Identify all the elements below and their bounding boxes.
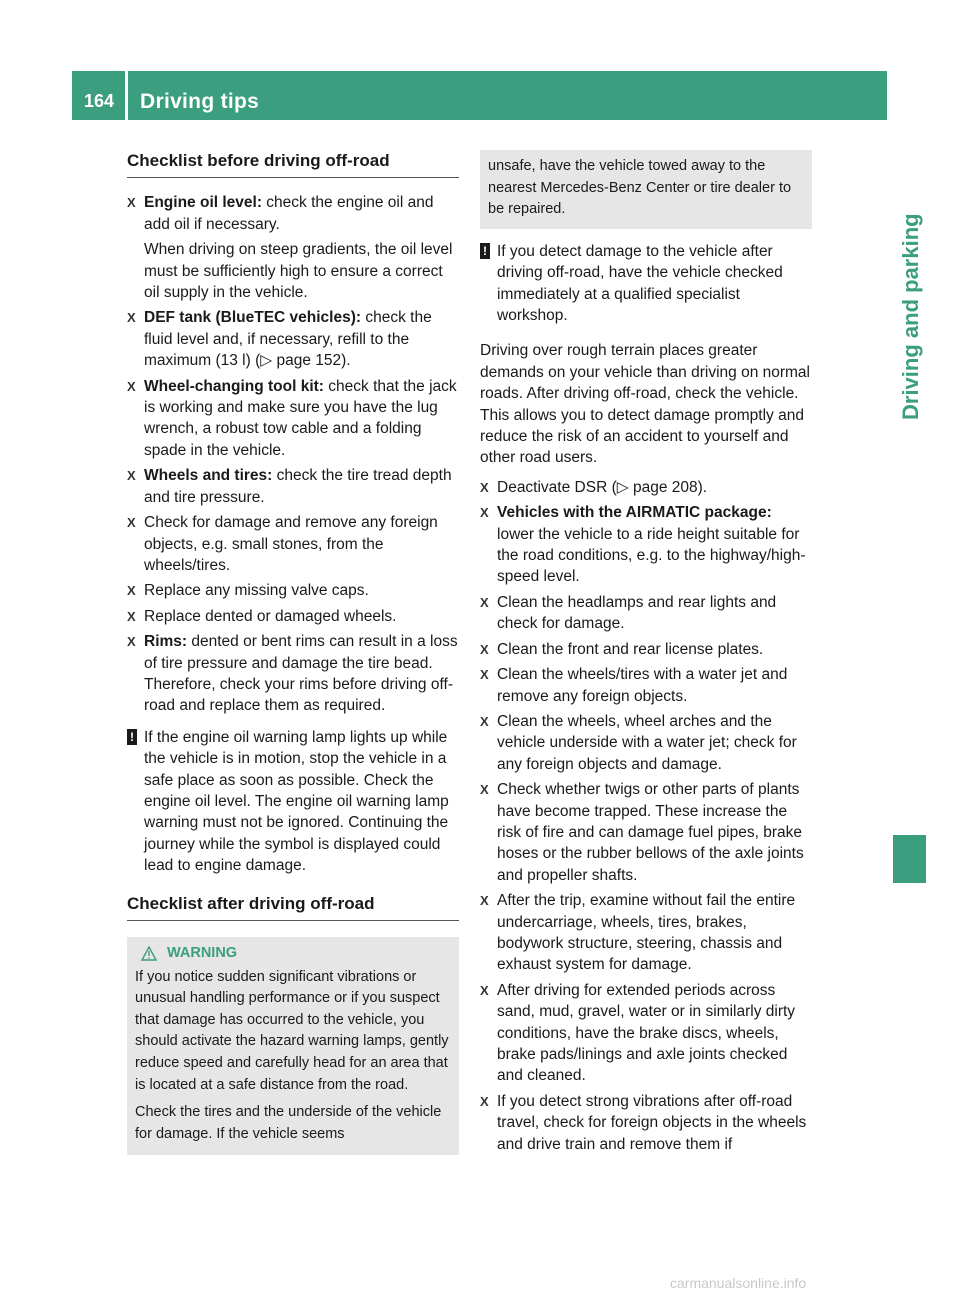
checklist-item-body: Replace dented or damaged wheels.	[144, 607, 397, 625]
body-paragraph: Driving over rough terrain places greater demands on your vehicle than driving on normal roads. After driving off-road, check the vehicle. This allows you to detect damage promptly and reduce the risk of an accident to yourself and other road users.	[480, 342, 810, 467]
note-engine-oil	[127, 727, 459, 877]
side-tab-marker	[893, 835, 926, 883]
action-marker-icon: X	[127, 468, 136, 484]
checklist-before	[127, 192, 459, 716]
action-marker-icon: X	[127, 634, 136, 650]
checklist-item-label: Wheels and tires:	[144, 467, 273, 485]
checklist-item	[127, 580, 459, 601]
action-marker-icon: X	[480, 982, 489, 998]
checklist-item	[127, 631, 459, 717]
checklist-item	[480, 980, 812, 1087]
warning-box	[127, 937, 459, 1155]
warning-header	[141, 943, 451, 965]
action-marker-icon: X	[480, 667, 489, 683]
page-header	[72, 71, 887, 120]
checklist-item-text	[497, 502, 812, 588]
checklist-item-body: check the engine oil and add oil if necessary.	[144, 194, 434, 233]
checklist-item-text	[144, 376, 459, 462]
checklist-item	[127, 376, 459, 462]
page-number: 164	[84, 91, 115, 111]
checklist-item	[480, 890, 812, 976]
checklist-item-text	[144, 192, 459, 235]
action-marker-icon: X	[127, 195, 136, 211]
action-marker-icon: X	[480, 893, 489, 909]
checklist-item-body: After driving for extended periods across sand, mud, gravel, water or in similarly dirty conditions, have the brake discs, wheels, brake pads/linings and axle joints checked and cleaned.	[497, 981, 796, 1085]
checklist-item-body: Clean the headlamps and rear lights and check for damage.	[497, 593, 777, 633]
watermark: carmanualsonline.info	[670, 1275, 807, 1291]
checklist-item-body: Replace any missing valve caps.	[144, 582, 369, 600]
checklist-item-text	[497, 890, 812, 976]
action-marker-icon: X	[480, 713, 489, 729]
note-text: If the engine oil warning lamp lights up while the vehicle is in motion, stop the vehicle in a safe place as soon as possible. Check the engine oil level. The engine oil warning lamp warning must not be ignored. Continuing the journey while the symbol is displayed could lead to engine damage.	[144, 728, 449, 875]
section-title: Driving tips	[140, 90, 260, 113]
checklist-item-body: check that the jack is working and make sure you have the lug wrench, a robust tow cable and a folding spade in the vehicle.	[144, 377, 457, 459]
heading-after-offroad: Checklist after driving off-road	[127, 893, 459, 921]
checklist-item	[480, 639, 812, 660]
action-marker-icon: X	[127, 378, 136, 394]
checklist-item-text	[144, 512, 459, 576]
checklist-item	[127, 606, 459, 627]
side-tab-label: Driving and parking	[898, 213, 923, 420]
checklist-item-text	[144, 307, 459, 371]
action-marker-icon: X	[127, 608, 136, 624]
checklist-item-body: After the trip, examine without fail the entire undercarriage, wheels, tires, brakes, bodywork structure, steering, chassis and exhaust system for damage.	[497, 892, 796, 974]
action-marker-icon: X	[127, 583, 136, 599]
warning-title: WARNING	[167, 945, 238, 961]
warning-continued-text: unsafe, have the vehicle towed away to the nearest Mercedes-Benz Center or tire dealer to be repaired.	[488, 158, 792, 218]
checklist-item	[127, 465, 459, 508]
checklist-item-subtext: When driving on steep gradients, the oil level must be sufficiently high to ensure a correct oil supply in the vehicle.	[144, 241, 453, 302]
note-damage	[480, 241, 812, 327]
checklist-item-body: lower the vehicle to a ride height suitable for the road conditions, e.g. to the highway/high-speed level.	[497, 525, 806, 586]
checklist-item	[480, 502, 812, 588]
checklist-item	[480, 711, 812, 775]
checklist-item-body: If you detect strong vibrations after off-road travel, check for foreign objects in the wheels and drive train and remove them if	[497, 1092, 807, 1153]
action-marker-icon: X	[127, 515, 136, 531]
exclamation-icon: !	[480, 243, 490, 259]
action-marker-icon: X	[480, 594, 489, 610]
note-text: If you detect damage to the vehicle after driving off-road, have the vehicle checked immediately at a qualified specialist workshop.	[497, 242, 783, 324]
checklist-item	[480, 664, 812, 707]
checklist-item-label: Rims:	[144, 633, 188, 651]
checklist-item-body: check the tire tread depth and tire pressure.	[144, 467, 452, 506]
checklist-item-text	[497, 779, 812, 886]
checklist-item-text	[144, 606, 459, 627]
checklist-item	[480, 779, 812, 886]
right-column	[480, 150, 812, 1159]
checklist-after	[480, 477, 812, 1155]
checklist-item-text	[144, 631, 459, 717]
checklist-item	[127, 307, 459, 371]
checklist-item-body: Check for damage and remove any foreign objects, e.g. small stones, from the wheels/tires.	[144, 514, 438, 574]
checklist-item-body: Check whether twigs or other parts of plants have become trapped. These increase the risk of fire and can damage fuel pipes, brake hoses or the rubber bellows of the axle joints and propeller shafts.	[497, 781, 804, 884]
checklist-item-text	[497, 477, 812, 498]
checklist-item-body: Clean the front and rear license plates.	[497, 640, 764, 658]
action-marker-icon: X	[127, 310, 136, 326]
checklist-item-body: Deactivate DSR (▷ page 208).	[497, 478, 708, 496]
checklist-item-label: Engine oil level:	[144, 194, 262, 212]
checklist-item	[480, 477, 812, 498]
checklist-item-text	[144, 580, 459, 601]
checklist-item-label: DEF tank (BlueTEC vehicles):	[144, 309, 362, 327]
checklist-item-text	[497, 664, 812, 707]
checklist-item-text	[497, 639, 812, 660]
checklist-item-text	[497, 1091, 812, 1155]
checklist-item	[480, 1091, 812, 1155]
warning-paragraph-2: Check the tires and the underside of the vehicle for damage. If the vehicle seems	[135, 1104, 442, 1142]
warning-box-continued	[480, 150, 812, 229]
checklist-item-body: dented or bent rims can result in a loss of tire pressure and damage the tire bead. Therefore, check your rims before driving off-road and replace them as required.	[144, 633, 458, 715]
action-marker-icon: X	[480, 641, 489, 657]
header-divider	[125, 71, 128, 120]
checklist-item	[127, 512, 459, 576]
checklist-item	[480, 592, 812, 635]
checklist-item-text	[497, 711, 812, 775]
checklist-item-text	[497, 980, 812, 1087]
checklist-item-body: Clean the wheels/tires with a water jet and remove any foreign objects.	[497, 666, 788, 705]
side-tab	[888, 120, 944, 1215]
left-column	[127, 150, 459, 1155]
action-marker-icon: X	[480, 505, 489, 521]
action-marker-icon: X	[480, 1093, 489, 1109]
checklist-item-label: Vehicles with the AIRMATIC package:	[497, 504, 772, 522]
action-marker-icon: X	[480, 782, 489, 798]
checklist-item-label: Wheel-changing tool kit:	[144, 377, 324, 395]
checklist-item-text	[497, 592, 812, 635]
checklist-item-text	[144, 465, 459, 508]
checklist-item-body: check the fluid level and, if necessary, refill to the maximum (13 l) (▷ page 152).	[144, 309, 432, 370]
action-marker-icon: X	[480, 479, 489, 495]
heading-before-offroad: Checklist before driving off-road	[127, 150, 459, 178]
checklist-item-body: Clean the wheels, wheel arches and the vehicle underside with a water jet; check for any foreign objects and damage.	[497, 712, 797, 773]
warning-paragraph-1: If you notice sudden significant vibrations or unusual handling performance or if you suspect that damage has occurred to the vehicle, you should activate the hazard warning lamps, gently reduce speed and carefully head for an area that is located at a safe distance from the road.	[135, 968, 449, 1093]
exclamation-icon: !	[127, 729, 137, 745]
warning-triangle-icon	[141, 946, 157, 961]
checklist-item	[127, 192, 459, 303]
